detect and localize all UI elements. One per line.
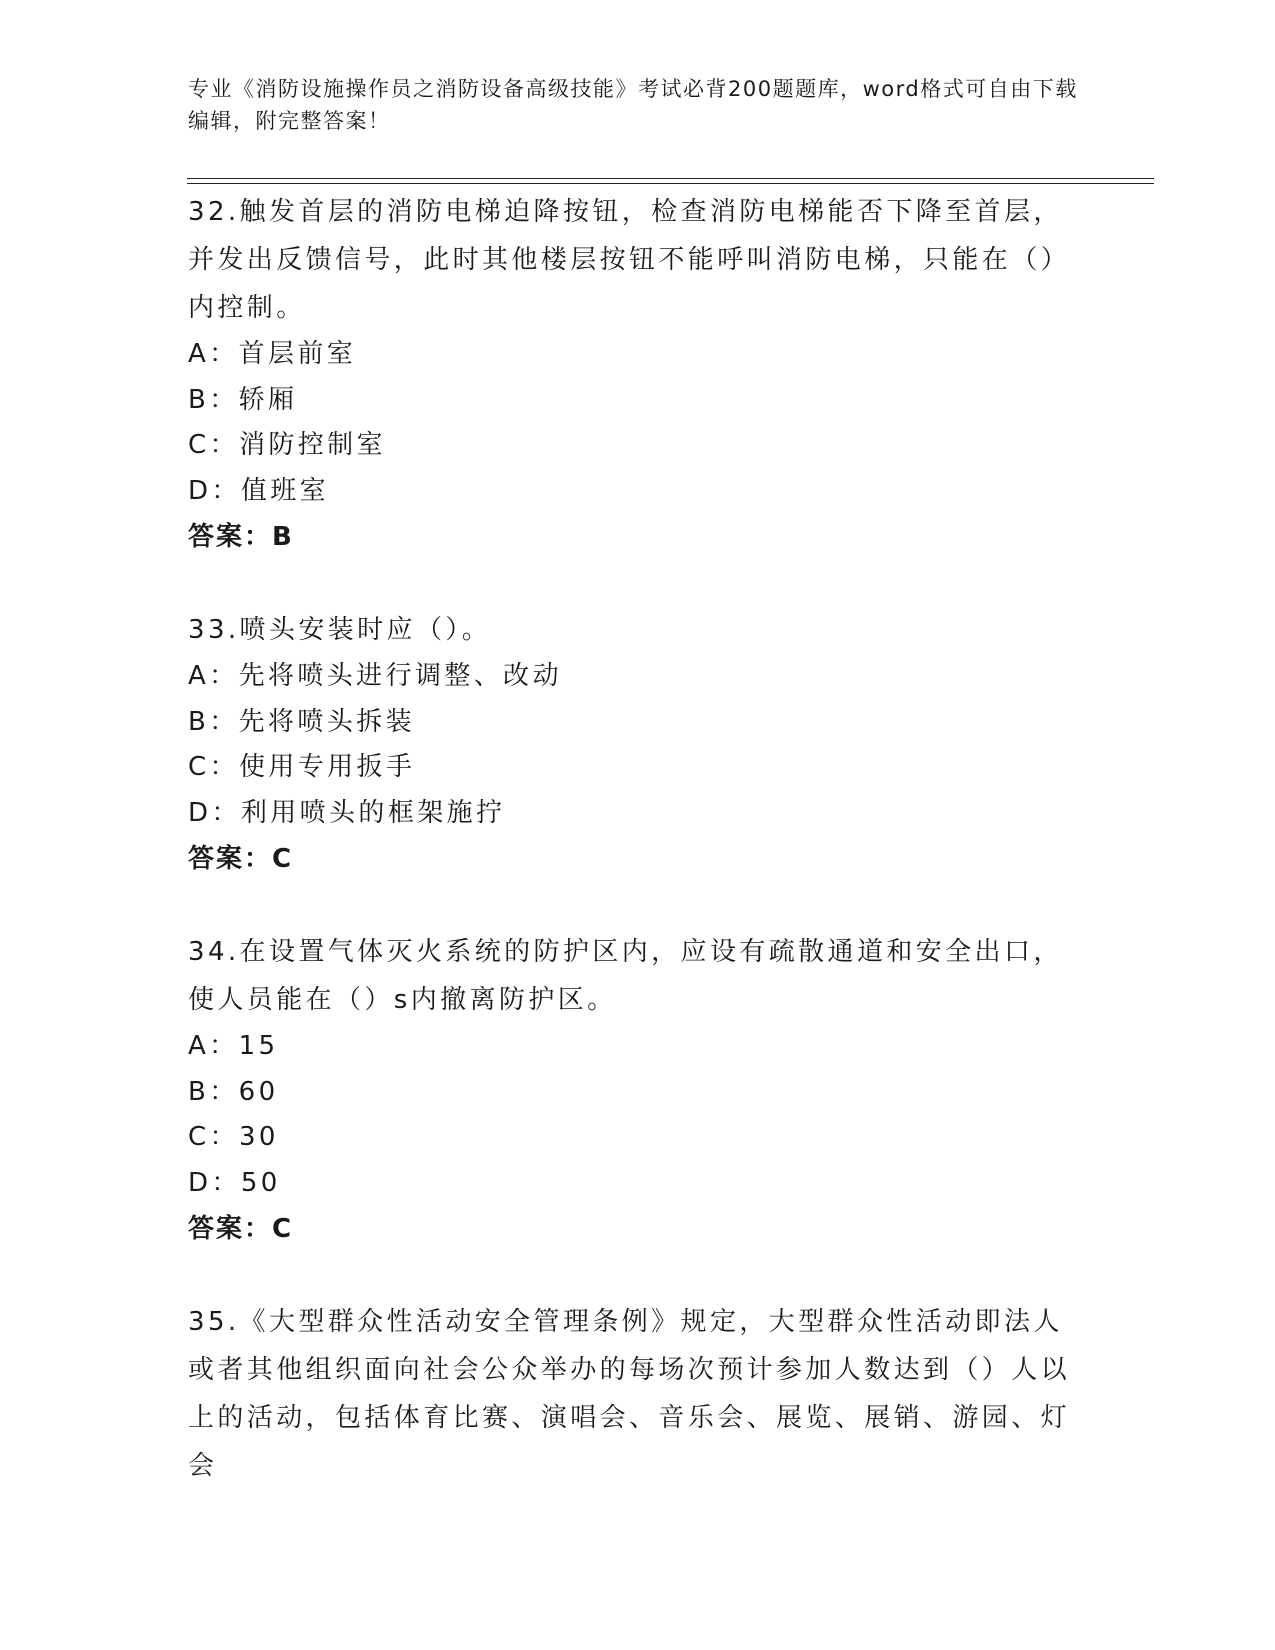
answer-line: 答案：C	[188, 1214, 294, 1244]
option-b: B：轿厢	[188, 384, 298, 415]
question-stem: 32.触发首层的消防电梯迫降按钮，检查消防电梯能否下降至首层，并发出反馈信号，此时其他楼层按钮不能呼叫消防电梯，只能在（）内控制。	[188, 197, 1071, 323]
option-list	[188, 332, 1088, 514]
question-34	[188, 928, 1088, 1252]
option-d: D：50	[188, 1167, 281, 1198]
option-list	[188, 1024, 1088, 1206]
question-stem: 33.喷头安装时应（）。	[188, 615, 492, 645]
question-stem: 35.《大型群众性活动安全管理条例》规定，大型群众性活动即法人或者其他组织面向社会公众举办的每场次预计参加人数达到（）人以上的活动，包括体育比赛、演唱会、音乐会、展览、展销、游园、灯会	[188, 1307, 1071, 1481]
option-a: A：15	[188, 1031, 279, 1061]
option-c: C：30	[188, 1122, 279, 1152]
header-divider-top	[187, 178, 1154, 179]
document-header: 专业《消防设施操作员之消防设备高级技能》考试必背200题题库，word格式可自由下载编辑，附完整答案！	[188, 77, 1078, 133]
question-33	[188, 606, 1088, 882]
option-list	[188, 654, 1088, 836]
option-b: B：先将喷头拆装	[188, 706, 416, 737]
question-list	[188, 186, 1088, 1536]
option-a: A：先将喷头进行调整、改动	[188, 661, 562, 691]
header-divider-bottom	[187, 183, 1154, 184]
option-a: A：首层前室	[188, 339, 357, 369]
option-b: B：60	[188, 1076, 279, 1107]
question-stem: 34.在设置气体灭火系统的防护区内，应设有疏散通道和安全出口，使人员能在（）s内撤离防护区。	[188, 937, 1063, 1015]
answer-line: 答案：B	[188, 522, 294, 552]
question-35	[188, 1298, 1088, 1490]
option-c: C：使用专用扳手	[188, 752, 416, 782]
option-c: C：消防控制室	[188, 430, 386, 460]
question-32	[188, 188, 1088, 560]
option-d: D：值班室	[188, 475, 330, 506]
answer-line: 答案：C	[188, 844, 294, 874]
option-d: D：利用喷头的框架施拧	[188, 797, 506, 828]
